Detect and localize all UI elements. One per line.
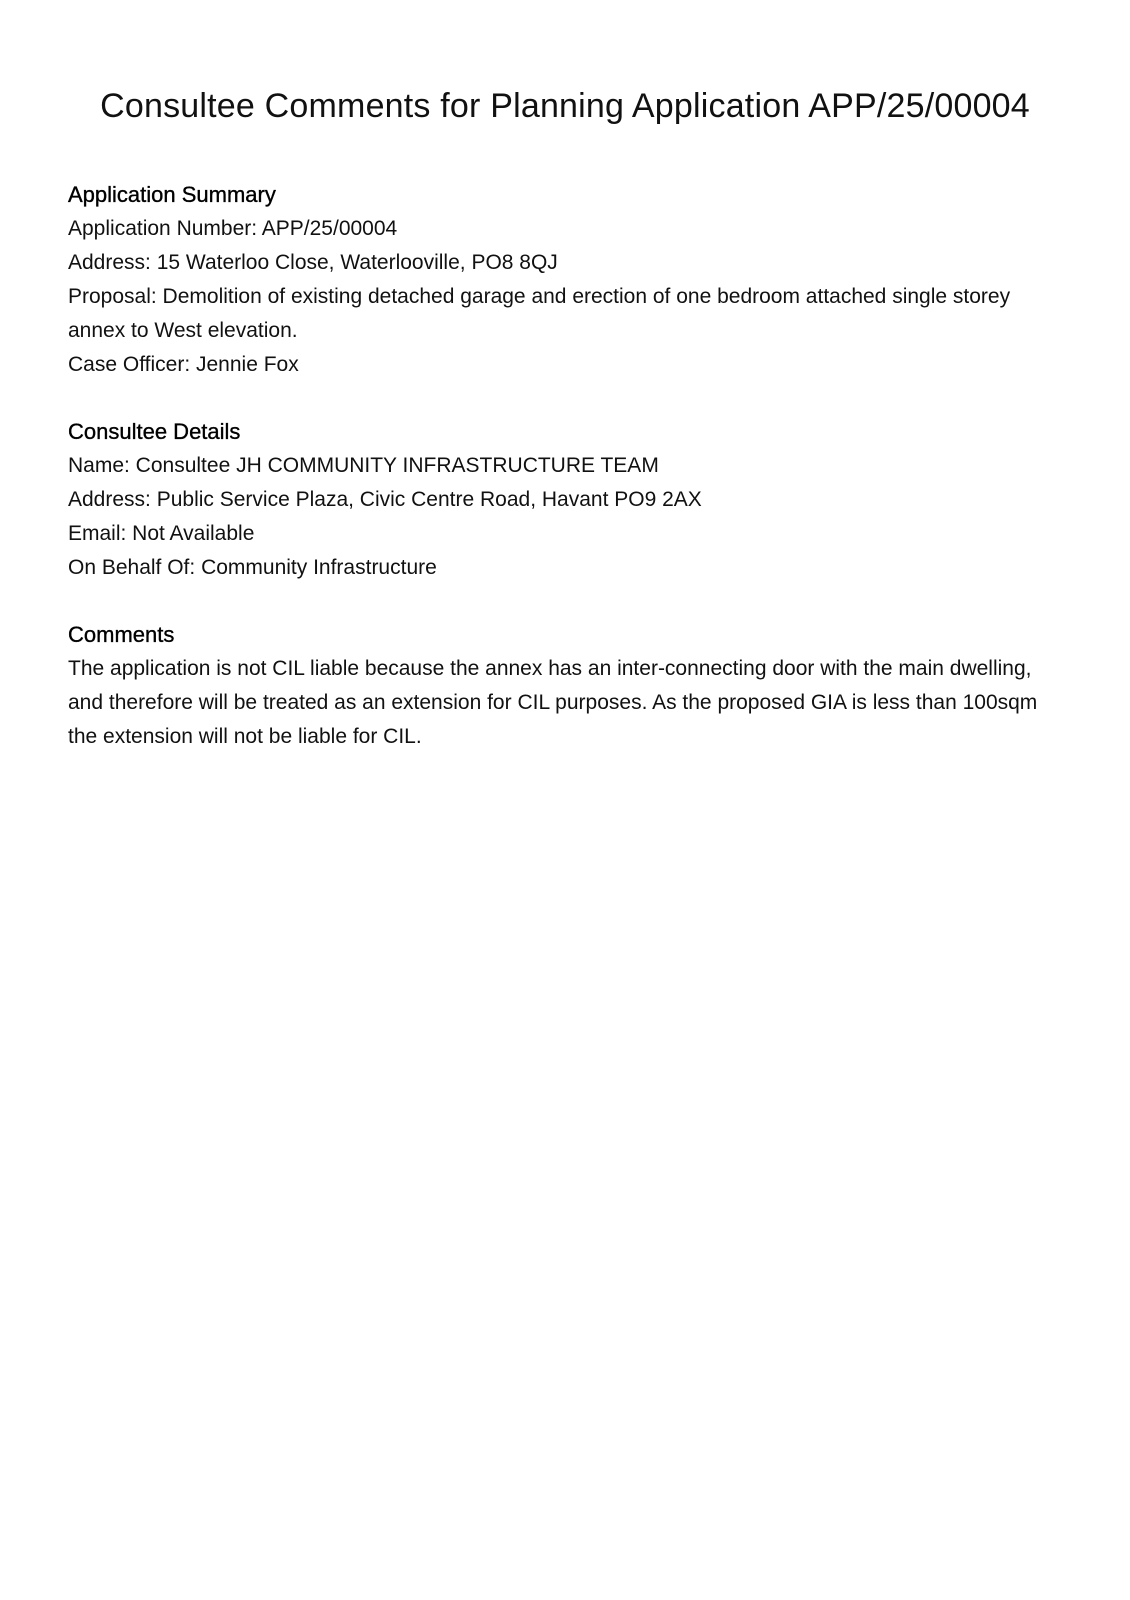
- consultee-details-section: [68, 415, 1058, 585]
- consultee-on-behalf-of: On Behalf Of: Community Infrastructure: [68, 556, 437, 579]
- application-summary-heading: Application Summary: [68, 182, 276, 207]
- document-body: [68, 178, 1058, 787]
- consultee-details-heading: Consultee Details: [68, 419, 241, 444]
- comments-text: The application is not CIL liable because the annex has an inter-connecting door with the main dwelling, and therefore will be treated as an extension for CIL purposes. As the proposed GIA is less than 100sqm the extension will not be liable for CIL.: [68, 657, 1038, 748]
- comments-heading: Comments: [68, 622, 175, 647]
- page-title: Consultee Comments for Planning Application APP/25/00004: [100, 87, 1030, 125]
- application-address: Address: 15 Waterloo Close, Waterlooville, PO8 8QJ: [68, 251, 558, 274]
- consultee-address: Address: Public Service Plaza, Civic Centre Road, Havant PO9 2AX: [68, 488, 702, 511]
- consultee-name: Name: Consultee JH COMMUNITY INFRASTRUCTURE TEAM: [68, 454, 659, 477]
- application-proposal: Proposal: Demolition of existing detached garage and erection of one bedroom attached single storey annex to West elevation.: [68, 285, 1011, 342]
- comments-section: [68, 618, 1058, 754]
- application-number: Application Number: APP/25/00004: [68, 217, 398, 240]
- application-summary-section: [68, 178, 1058, 382]
- case-officer: Case Officer: Jennie Fox: [68, 353, 299, 376]
- consultee-email: Email: Not Available: [68, 522, 255, 545]
